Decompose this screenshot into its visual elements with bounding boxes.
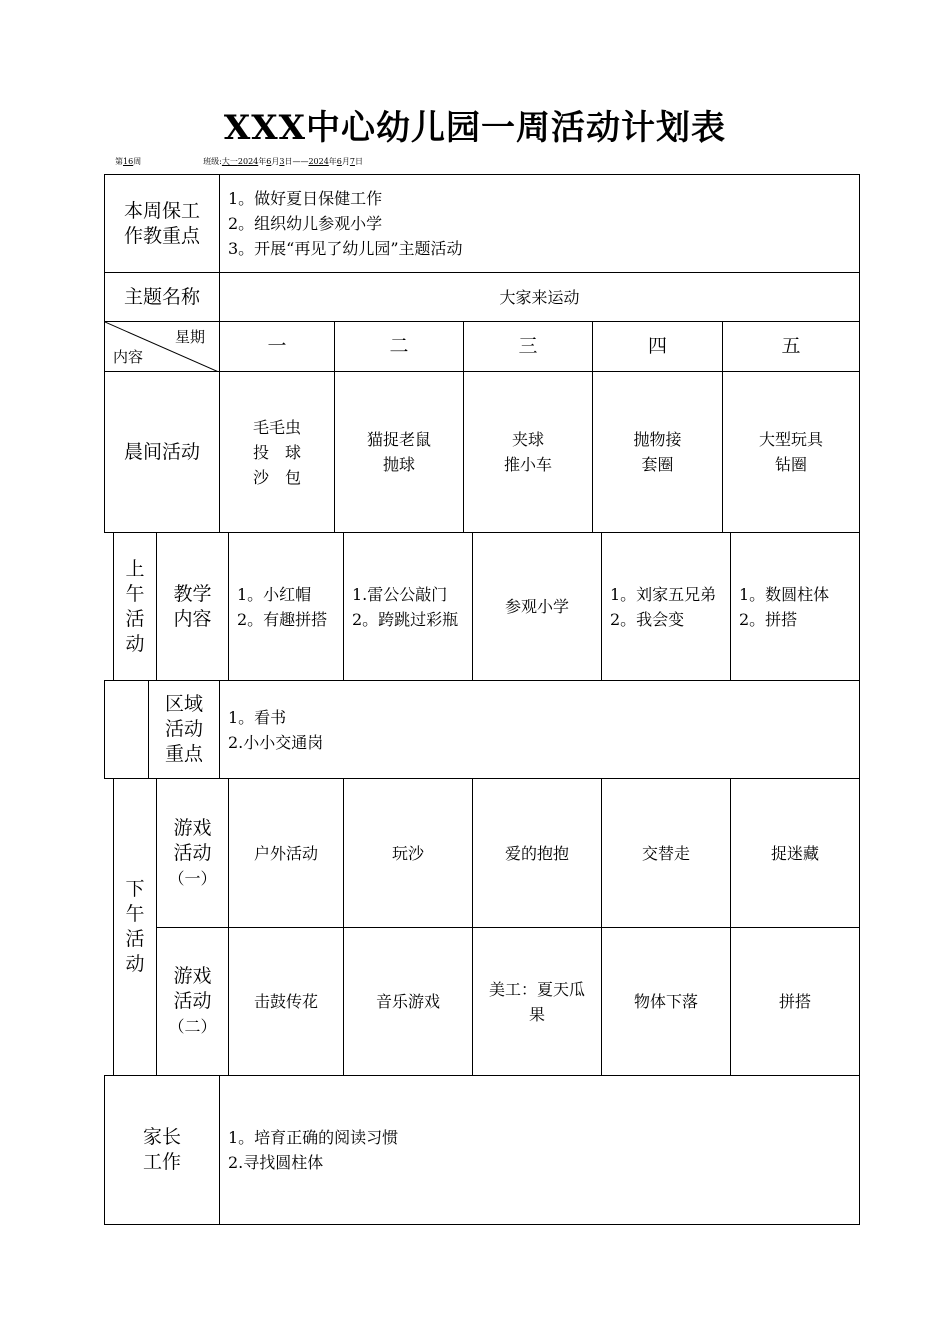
- morning-activity: 猫捉老鼠: [366, 430, 431, 449]
- diag-content-label: 内容: [113, 348, 144, 366]
- morning-activity: 钻圈: [774, 455, 807, 474]
- day-label: 四: [647, 335, 667, 357]
- morning-activity: 大型玩具: [758, 430, 823, 449]
- teach-cell-1: [228, 532, 344, 681]
- parents-label-cell: [104, 1075, 220, 1225]
- week-prefix: 第: [115, 157, 123, 166]
- teach-item: 1。刘家五兄弟: [610, 584, 717, 604]
- teach-cell-2: [343, 532, 473, 681]
- area-item: 1。看书: [228, 707, 287, 727]
- focus-item: 2。组织幼儿参观小学: [228, 214, 383, 233]
- theme-value-cell: [219, 272, 860, 322]
- morning-activity: 夹球: [511, 430, 544, 449]
- week-info: [115, 156, 363, 167]
- focus-item: 3。开展“再见了幼儿园”主题活动: [228, 239, 463, 258]
- game2-cell-1: [228, 927, 344, 1076]
- class-label: 班级:: [203, 157, 222, 166]
- game1-label-cell: [156, 778, 229, 928]
- teach-item: 参观小学: [504, 597, 569, 616]
- morning-activity: 套圈: [641, 455, 674, 474]
- focus-item: 1。做好夏日保健工作: [228, 189, 383, 208]
- pm-label-cell: [113, 778, 157, 1076]
- morning-activity: 推小车: [503, 455, 552, 474]
- game2-cell-4: [601, 927, 731, 1076]
- teach-cell-3: [472, 532, 602, 681]
- teach-label: 教学内容: [173, 582, 212, 630]
- end-day: 7: [349, 157, 355, 166]
- teach-cell-5: [730, 532, 860, 681]
- game1-label-line: （一）: [168, 868, 217, 888]
- day-label: 五: [781, 335, 801, 357]
- focus-label-cell: [104, 174, 220, 273]
- game1-label-line: 游戏: [173, 816, 212, 839]
- start-day: 3: [279, 157, 285, 166]
- parents-label: 家长工作: [142, 1126, 181, 1173]
- game2-label-line: （二）: [168, 1017, 217, 1036]
- teach-item: 1.雷公公敲门: [352, 584, 448, 604]
- teach-item: 2。我会变: [610, 609, 685, 629]
- area-label: 区域活动重点: [164, 693, 203, 765]
- teach-item: 2。有趣拼搭: [237, 609, 328, 629]
- teach-label-cell: [156, 532, 229, 681]
- game1-cell-3: [472, 778, 602, 928]
- start-year: 2024: [237, 157, 259, 166]
- morning-cell-2: [334, 371, 464, 533]
- area-label-cell: [148, 680, 220, 779]
- focus-label: 本周保工作教重点: [123, 199, 200, 247]
- game2-cell-5: [730, 927, 860, 1076]
- start-month-unit: 月: [271, 157, 280, 166]
- morning-activity: 抛物接: [633, 430, 682, 449]
- parents-content-cell: [219, 1075, 860, 1225]
- day-header-4: [592, 321, 723, 372]
- day-label: 二: [389, 335, 409, 357]
- game1-cell-5: [730, 778, 860, 928]
- game-activity: 交替走: [641, 843, 690, 863]
- game-activity: 捉迷藏: [770, 843, 819, 863]
- game-activity: 户外活动: [253, 843, 318, 863]
- teach-item: 2。跨跳过彩瓶: [352, 609, 459, 629]
- am-label-cell: [113, 532, 157, 681]
- game2-cell-2: [343, 927, 473, 1076]
- am-label: 上午活动: [125, 557, 145, 655]
- end-month: 6: [336, 157, 342, 166]
- day-header-3: [463, 321, 593, 372]
- day-header-2: [334, 321, 464, 372]
- teach-cell-4: [601, 532, 731, 681]
- morning-activity: 毛毛虫: [252, 417, 301, 437]
- game-activity: 音乐游戏: [375, 992, 440, 1011]
- game-activity: 物体下落: [633, 992, 698, 1011]
- game1-label-line: 活动: [173, 841, 212, 864]
- parents-item: 2.寻找圆柱体: [228, 1153, 324, 1172]
- start-month: 6: [266, 157, 272, 166]
- teach-item: 1。数圆柱体: [739, 584, 830, 604]
- game-activity: 美工：夏天瓜果: [488, 979, 585, 1024]
- theme-value: 大家来运动: [499, 287, 580, 307]
- theme-label: 主题名称: [123, 285, 200, 308]
- pm-label: 下午活动: [125, 878, 145, 975]
- game2-label-cell: [156, 927, 229, 1076]
- day-label: 三: [518, 335, 538, 357]
- start-year-unit: 年: [258, 157, 267, 166]
- morning-label-cell: [104, 371, 220, 533]
- class-value: 大一: [221, 157, 238, 166]
- week-number: 16: [123, 157, 134, 166]
- area-item: 2.小小交通岗: [228, 732, 324, 752]
- end-year: 2024: [308, 157, 329, 166]
- end-month-unit: 月: [341, 157, 350, 166]
- game2-cell-3: [472, 927, 602, 1076]
- morning-label: 晨间活动: [123, 440, 200, 463]
- game2-label-line: 活动: [173, 990, 212, 1012]
- page-title: XXX中心幼儿园一周活动计划表: [223, 108, 727, 148]
- area-blank-cell: [104, 680, 149, 779]
- game1-cell-4: [601, 778, 731, 928]
- teach-item: 1。小红帽: [237, 584, 312, 604]
- day-header-1: [219, 321, 335, 372]
- game-activity: 击鼓传花: [253, 992, 318, 1011]
- morning-activity: 抛球: [382, 455, 415, 474]
- morning-activity: 沙 包: [252, 467, 301, 487]
- focus-content-cell: [219, 174, 860, 273]
- theme-label-cell: [104, 272, 220, 322]
- header-diagonal-cell: [104, 321, 220, 372]
- morning-cell-1: [219, 371, 335, 533]
- area-content-cell: [219, 680, 860, 779]
- morning-cell-5: [722, 371, 860, 533]
- game-activity: 玩沙: [391, 843, 424, 863]
- game2-label-line: 游戏: [173, 965, 212, 987]
- parents-item: 1。培育正确的阅读习惯: [228, 1128, 399, 1147]
- end-year-unit: 年: [328, 157, 337, 166]
- start-day-unit: 日: [284, 157, 293, 166]
- game1-cell-1: [228, 778, 344, 928]
- morning-activity: 投 球: [252, 442, 301, 462]
- game1-cell-2: [343, 778, 473, 928]
- game-activity: 爱的抱抱: [504, 843, 569, 863]
- day-label: 一: [267, 335, 287, 357]
- morning-cell-3: [463, 371, 593, 533]
- game-activity: 拼搭: [778, 992, 811, 1011]
- end-day-unit: 日: [354, 157, 363, 166]
- week-suffix: 周: [133, 157, 142, 166]
- morning-cell-4: [592, 371, 723, 533]
- diag-weekday-label: 星期: [174, 328, 205, 346]
- teach-item: 2。拼搭: [739, 609, 798, 629]
- date-dash: ——: [292, 157, 309, 166]
- day-header-5: [722, 321, 860, 372]
